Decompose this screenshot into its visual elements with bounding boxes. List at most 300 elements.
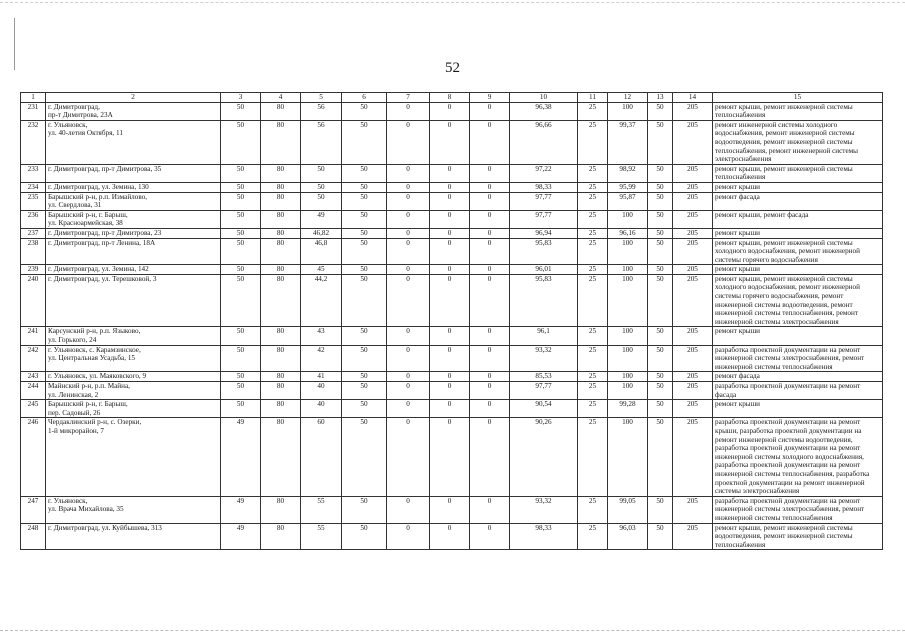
table-cell: г. Димитровград, ул. Куйбышева, 313 <box>46 523 221 550</box>
table-cell: 205 <box>673 102 713 120</box>
table-cell: г. Димитровград, ул. Терешковой, 3 <box>46 274 221 327</box>
table-cell: 80 <box>261 523 301 550</box>
table-cell: 50 <box>648 523 673 550</box>
table-cell: 98,33 <box>510 523 578 550</box>
table-cell: 240 <box>21 274 46 327</box>
table-cell: 50 <box>342 496 387 523</box>
table-cell: 0 <box>387 418 430 496</box>
table-cell: 0 <box>470 228 510 238</box>
table-cell: 0 <box>387 238 430 265</box>
table-cell: 50 <box>342 418 387 496</box>
table-cell: г. Димитровград, пр-т Димитрова, 23 <box>46 228 221 238</box>
header-row <box>21 93 883 103</box>
table-cell: 50 <box>342 102 387 120</box>
table-row <box>21 120 883 164</box>
table-cell: 50 <box>221 210 261 228</box>
table-cell: 50 <box>221 274 261 327</box>
column-header: 13 <box>648 93 673 103</box>
table-cell: 0 <box>387 372 430 382</box>
column-header: 10 <box>510 93 578 103</box>
table-cell: ремонт фасада <box>713 372 883 382</box>
table-cell: 49 <box>221 523 261 550</box>
table-cell: 244 <box>21 382 46 400</box>
table-cell: 246 <box>21 418 46 496</box>
table-cell: 96,01 <box>510 265 578 275</box>
table-row <box>21 164 883 182</box>
table-cell: 90,26 <box>510 418 578 496</box>
table-cell: 46,82 <box>301 228 342 238</box>
table-cell: 96,94 <box>510 228 578 238</box>
table-cell: разработка проектной документации на ремонт крыши, разработка проектной документации на ремонт инженерной системы водоотведения, разработка проектной документации на ремонт инженерной системы холодного водоснабжения, разработка проектной документации на ремонт инженерной системы теплоснабжения, разработка проектной документации на ремонт инженерной системы электроснабжения <box>713 418 883 496</box>
table-row <box>21 210 883 228</box>
table-cell: 100 <box>608 345 648 372</box>
table-cell: ремонт крыши <box>713 182 883 192</box>
table-cell: 0 <box>430 418 470 496</box>
table-cell: 50 <box>301 164 342 182</box>
table-cell: 205 <box>673 523 713 550</box>
table-cell: 80 <box>261 345 301 372</box>
table-cell: 248 <box>21 523 46 550</box>
table-cell: 40 <box>301 382 342 400</box>
table-cell: 205 <box>673 274 713 327</box>
table-cell: 0 <box>387 523 430 550</box>
table-cell: 97,77 <box>510 192 578 210</box>
table-cell: 50 <box>221 265 261 275</box>
table-cell: 0 <box>470 164 510 182</box>
table-cell: разработка проектной документации на ремонт инженерной системы электроснабжения, ремонт инженерной системы теплоснабжения <box>713 345 883 372</box>
table-cell: 50 <box>648 120 673 164</box>
table-cell: 50 <box>648 228 673 238</box>
scan-edge-bottom <box>0 630 905 632</box>
table-cell: 0 <box>387 345 430 372</box>
table-row <box>21 182 883 192</box>
table-cell: Карсунский р-н, р.п. Языково, ул. Горького, 24 <box>46 327 221 345</box>
table-cell: 50 <box>648 274 673 327</box>
table-cell: 50 <box>648 382 673 400</box>
table-cell: г. Димитровград, пр-т Димитрова, 35 <box>46 164 221 182</box>
table-row <box>21 265 883 275</box>
table-cell: 95,87 <box>608 192 648 210</box>
table-cell: 0 <box>430 400 470 418</box>
table-cell: 0 <box>387 496 430 523</box>
table-cell: ремонт крыши, ремонт инженерной системы теплоснабжения <box>713 164 883 182</box>
table-cell: 238 <box>21 238 46 265</box>
table-cell: 80 <box>261 372 301 382</box>
table-cell: 50 <box>342 400 387 418</box>
table-cell: 50 <box>221 345 261 372</box>
table-cell: Барышский р-н, р.п. Измайлово, ул. Свердлова, 31 <box>46 192 221 210</box>
table-cell: 50 <box>221 182 261 192</box>
table-cell: 0 <box>387 400 430 418</box>
table-cell: 0 <box>430 228 470 238</box>
table-cell: 25 <box>578 496 608 523</box>
table-cell: 0 <box>387 228 430 238</box>
table-cell: 25 <box>578 265 608 275</box>
table-cell: 41 <box>301 372 342 382</box>
table-cell: г. Ульяновск, с. Карамзинское, ул. Центральная Усадьба, 15 <box>46 345 221 372</box>
table-cell: 49 <box>221 496 261 523</box>
table-cell: 93,32 <box>510 496 578 523</box>
table-cell: 80 <box>261 102 301 120</box>
table-cell: 243 <box>21 372 46 382</box>
table-cell: 0 <box>470 120 510 164</box>
table-cell: 80 <box>261 120 301 164</box>
table-cell: 235 <box>21 192 46 210</box>
table-cell: 90,54 <box>510 400 578 418</box>
table-cell: 205 <box>673 210 713 228</box>
table-cell: 96,03 <box>608 523 648 550</box>
table-cell: 242 <box>21 345 46 372</box>
table-cell: 0 <box>470 102 510 120</box>
table-cell: 45 <box>301 265 342 275</box>
table-cell: 25 <box>578 418 608 496</box>
table-cell: 234 <box>21 182 46 192</box>
table-cell: 25 <box>578 120 608 164</box>
table-cell: 0 <box>470 238 510 265</box>
table-row <box>21 238 883 265</box>
page-number: 52 <box>445 60 460 76</box>
table-cell: 0 <box>387 102 430 120</box>
table-cell: 96,38 <box>510 102 578 120</box>
table-cell: 97,22 <box>510 164 578 182</box>
table-cell: 25 <box>578 192 608 210</box>
table-cell: ремонт крыши, ремонт фасада <box>713 210 883 228</box>
table-cell: 232 <box>21 120 46 164</box>
table-row <box>21 274 883 327</box>
table-cell: 96,1 <box>510 327 578 345</box>
table-cell: 0 <box>470 523 510 550</box>
table-cell: 0 <box>430 210 470 228</box>
table-cell: 80 <box>261 228 301 238</box>
table-cell: 0 <box>430 274 470 327</box>
table-cell: 50 <box>342 192 387 210</box>
column-header: 9 <box>470 93 510 103</box>
column-header: 2 <box>46 93 221 103</box>
table-cell: ремонт крыши <box>713 265 883 275</box>
table-cell: 50 <box>648 265 673 275</box>
table-cell: 80 <box>261 238 301 265</box>
table-cell: 50 <box>342 372 387 382</box>
table-cell: 0 <box>430 182 470 192</box>
table-cell: 80 <box>261 164 301 182</box>
table-cell: 0 <box>430 327 470 345</box>
table-cell: ремонт крыши <box>713 228 883 238</box>
table-cell: 50 <box>342 238 387 265</box>
table-cell: 25 <box>578 372 608 382</box>
table-cell: 0 <box>430 164 470 182</box>
table-cell: 80 <box>261 496 301 523</box>
table-cell: 50 <box>221 238 261 265</box>
table-cell: 50 <box>342 210 387 228</box>
table-cell: 50 <box>648 210 673 228</box>
table-cell: 25 <box>578 523 608 550</box>
table-cell: 0 <box>470 182 510 192</box>
table-cell: 100 <box>608 327 648 345</box>
table-cell: г. Димитровград, ул. Земина, 130 <box>46 182 221 192</box>
table-cell: 50 <box>648 164 673 182</box>
table-cell: 205 <box>673 120 713 164</box>
table-body <box>21 102 883 550</box>
table-cell: 205 <box>673 418 713 496</box>
table-cell: 46,8 <box>301 238 342 265</box>
table-cell: 50 <box>648 192 673 210</box>
table-cell: 80 <box>261 265 301 275</box>
table-cell: 50 <box>648 400 673 418</box>
table-cell: 50 <box>648 327 673 345</box>
table-cell: г. Димитровград, пр-т Ленина, 18А <box>46 238 221 265</box>
table-cell: 241 <box>21 327 46 345</box>
table-cell: 50 <box>648 418 673 496</box>
table-cell: г. Ульяновск, ул. Врача Михайлова, 35 <box>46 496 221 523</box>
table-cell: 100 <box>608 210 648 228</box>
table-cell: 50 <box>648 372 673 382</box>
column-header: 7 <box>387 93 430 103</box>
table-cell: 0 <box>430 372 470 382</box>
table-row <box>21 228 883 238</box>
table-cell: 50 <box>648 238 673 265</box>
table-cell: 85,53 <box>510 372 578 382</box>
table-cell: ремонт крыши, ремонт инженерной системы холодного водоснабжения, ремонт инженерной системы горячего водоснабжения, ремонт инженерной системы водоотведения, ремонт инженерной системы теплоснабжения, ремонт инженерной системы электроснабжения <box>713 274 883 327</box>
table-cell: 43 <box>301 327 342 345</box>
table-cell: 0 <box>387 382 430 400</box>
table-cell: 98,33 <box>510 182 578 192</box>
table-cell: 97,77 <box>510 382 578 400</box>
table-cell: 50 <box>221 327 261 345</box>
table-cell: 0 <box>470 265 510 275</box>
table-cell: 80 <box>261 418 301 496</box>
table-cell: 50 <box>342 120 387 164</box>
table-cell: 25 <box>578 182 608 192</box>
table-cell: 50 <box>342 228 387 238</box>
table-cell: 25 <box>578 274 608 327</box>
table-cell: ремонт крыши, ремонт инженерной системы водоотведения, ремонт инженерной системы теплоснабжения <box>713 523 883 550</box>
table-cell: 98,92 <box>608 164 648 182</box>
table-cell: 25 <box>578 228 608 238</box>
table-cell: 99,37 <box>608 120 648 164</box>
table-cell: 50 <box>221 164 261 182</box>
table-cell: 50 <box>301 192 342 210</box>
table-cell: 205 <box>673 400 713 418</box>
column-header: 1 <box>21 93 46 103</box>
table-cell: 0 <box>430 238 470 265</box>
table-cell: 0 <box>430 523 470 550</box>
table-cell: 0 <box>430 120 470 164</box>
table-row <box>21 400 883 418</box>
table-cell: 80 <box>261 327 301 345</box>
table-cell: 100 <box>608 102 648 120</box>
table-cell: 205 <box>673 265 713 275</box>
table-cell: 0 <box>470 327 510 345</box>
table-cell: 233 <box>21 164 46 182</box>
table-cell: 44,2 <box>301 274 342 327</box>
table-cell: 205 <box>673 382 713 400</box>
table-cell: ремонт крыши <box>713 327 883 345</box>
table-cell: ремонт крыши, ремонт инженерной системы холодного водоснабжения, ремонт инженерной системы горячего водоснабжения <box>713 238 883 265</box>
table-cell: 0 <box>430 382 470 400</box>
table-cell: 50 <box>648 345 673 372</box>
table-cell: 40 <box>301 400 342 418</box>
table-cell: 50 <box>342 382 387 400</box>
table-cell: 0 <box>470 192 510 210</box>
table-cell: ремонт крыши <box>713 400 883 418</box>
table-row <box>21 496 883 523</box>
table-cell: 100 <box>608 418 648 496</box>
table-cell: 50 <box>648 102 673 120</box>
table-cell: 205 <box>673 496 713 523</box>
table-cell: 50 <box>301 182 342 192</box>
table-cell: 0 <box>387 182 430 192</box>
table-cell: 80 <box>261 274 301 327</box>
table-cell: 0 <box>470 210 510 228</box>
table-cell: 99,28 <box>608 400 648 418</box>
table-cell: 50 <box>221 102 261 120</box>
table-cell: 0 <box>470 382 510 400</box>
table-row <box>21 345 883 372</box>
column-header: 11 <box>578 93 608 103</box>
table-cell: 231 <box>21 102 46 120</box>
table-cell: 205 <box>673 182 713 192</box>
table-cell: 80 <box>261 192 301 210</box>
table-cell: 50 <box>221 192 261 210</box>
table-cell: 96,16 <box>608 228 648 238</box>
table-row <box>21 372 883 382</box>
table-cell: Барышский р-н, г. Барыш, пер. Садовый, 26 <box>46 400 221 418</box>
table-cell: 0 <box>430 345 470 372</box>
table-cell: 205 <box>673 228 713 238</box>
table-cell: г. Ульяновск, ул. Маяковского, 9 <box>46 372 221 382</box>
table-cell: 42 <box>301 345 342 372</box>
table-cell: 100 <box>608 382 648 400</box>
table-cell: 0 <box>470 372 510 382</box>
table-cell: 205 <box>673 327 713 345</box>
table-cell: 25 <box>578 400 608 418</box>
table-cell: разработка проектной документации на ремонт инженерной системы электроснабжения, ремонт инженерной системы теплоснабжения <box>713 496 883 523</box>
table-row <box>21 327 883 345</box>
table-cell: ремонт фасада <box>713 192 883 210</box>
table-cell: 25 <box>578 327 608 345</box>
table-cell: 0 <box>387 210 430 228</box>
table-row <box>21 418 883 496</box>
table-cell: 50 <box>648 182 673 192</box>
table-cell: 80 <box>261 182 301 192</box>
table-cell: 100 <box>608 265 648 275</box>
table-cell: 0 <box>387 192 430 210</box>
column-header: 5 <box>301 93 342 103</box>
table-cell: 56 <box>301 102 342 120</box>
table-cell: Чердаклинский р-н, с. Озерки, 1-й микрорайон, 7 <box>46 418 221 496</box>
table-cell: 247 <box>21 496 46 523</box>
table-cell: 99,05 <box>608 496 648 523</box>
table-cell: Барышский р-н, г. Барыш, ул. Красноармейская, 38 <box>46 210 221 228</box>
table-cell: ремонт крыши, ремонт инженерной системы теплоснабжения <box>713 102 883 120</box>
table-cell: 0 <box>430 265 470 275</box>
table-cell: 50 <box>342 182 387 192</box>
table-cell: 205 <box>673 238 713 265</box>
table-cell: ремонт инженерной системы холодного водоснабжения, ремонт инженерной системы водоотведения, ремонт инженерной системы теплоснабжения, ремонт инженерной системы электроснабжения <box>713 120 883 164</box>
table-cell: 80 <box>261 400 301 418</box>
table-cell: 100 <box>608 274 648 327</box>
table-cell: 0 <box>470 400 510 418</box>
table-cell: 55 <box>301 496 342 523</box>
table-cell: 25 <box>578 238 608 265</box>
table-cell: 50 <box>221 372 261 382</box>
table-cell: 55 <box>301 523 342 550</box>
table-row <box>21 102 883 120</box>
table-cell: 60 <box>301 418 342 496</box>
column-header: 15 <box>713 93 883 103</box>
table-cell: 0 <box>470 418 510 496</box>
table-cell: 0 <box>470 496 510 523</box>
table-cell: 50 <box>342 327 387 345</box>
column-header: 6 <box>342 93 387 103</box>
table-cell: 245 <box>21 400 46 418</box>
table-cell: 50 <box>221 120 261 164</box>
table-cell: 95,83 <box>510 238 578 265</box>
table-cell: 25 <box>578 210 608 228</box>
table-cell: 80 <box>261 210 301 228</box>
table-cell: 80 <box>261 382 301 400</box>
table-cell: 95,99 <box>608 182 648 192</box>
table-cell: 100 <box>608 238 648 265</box>
column-header: 14 <box>673 93 713 103</box>
table-cell: 205 <box>673 192 713 210</box>
table-cell: 236 <box>21 210 46 228</box>
table-cell: 49 <box>301 210 342 228</box>
table-cell: 25 <box>578 382 608 400</box>
table-cell: 25 <box>578 102 608 120</box>
table-cell: 205 <box>673 372 713 382</box>
table-cell: 50 <box>342 345 387 372</box>
table-cell: 95,83 <box>510 274 578 327</box>
column-header: 8 <box>430 93 470 103</box>
table-cell: 205 <box>673 164 713 182</box>
table-cell: 0 <box>387 265 430 275</box>
table-cell: 56 <box>301 120 342 164</box>
table-cell: 205 <box>673 345 713 372</box>
table-cell: 50 <box>342 274 387 327</box>
table-cell: 50 <box>221 382 261 400</box>
scan-edge-top <box>0 2 905 4</box>
table-cell: 0 <box>430 496 470 523</box>
table-cell: 0 <box>387 164 430 182</box>
column-header: 4 <box>261 93 301 103</box>
table-cell: 96,66 <box>510 120 578 164</box>
table-cell: 0 <box>430 102 470 120</box>
table-cell: 237 <box>21 228 46 238</box>
table-cell: 25 <box>578 164 608 182</box>
table-cell: 50 <box>221 400 261 418</box>
table-cell: 50 <box>342 265 387 275</box>
table-cell: 93,32 <box>510 345 578 372</box>
column-header: 3 <box>221 93 261 103</box>
table-cell: 50 <box>342 164 387 182</box>
table-cell: Майнский р-н, р.п. Майна, ул. Ленинская, 2 <box>46 382 221 400</box>
table-cell: 0 <box>387 327 430 345</box>
register-table <box>20 92 883 550</box>
table-cell: г. Димитровград, ул. Земина, 142 <box>46 265 221 275</box>
table-cell: 50 <box>221 228 261 238</box>
table-row <box>21 192 883 210</box>
table-cell: 0 <box>387 274 430 327</box>
table-row <box>21 523 883 550</box>
table-cell: 97,77 <box>510 210 578 228</box>
table-cell: 50 <box>342 523 387 550</box>
table-cell: г. Ульяновск, ул. 40-летия Октября, 11 <box>46 120 221 164</box>
table-cell: г. Димитровград, пр-т Димитрова, 23А <box>46 102 221 120</box>
table-cell: 49 <box>221 418 261 496</box>
table-cell: 25 <box>578 345 608 372</box>
table-cell: 100 <box>608 372 648 382</box>
